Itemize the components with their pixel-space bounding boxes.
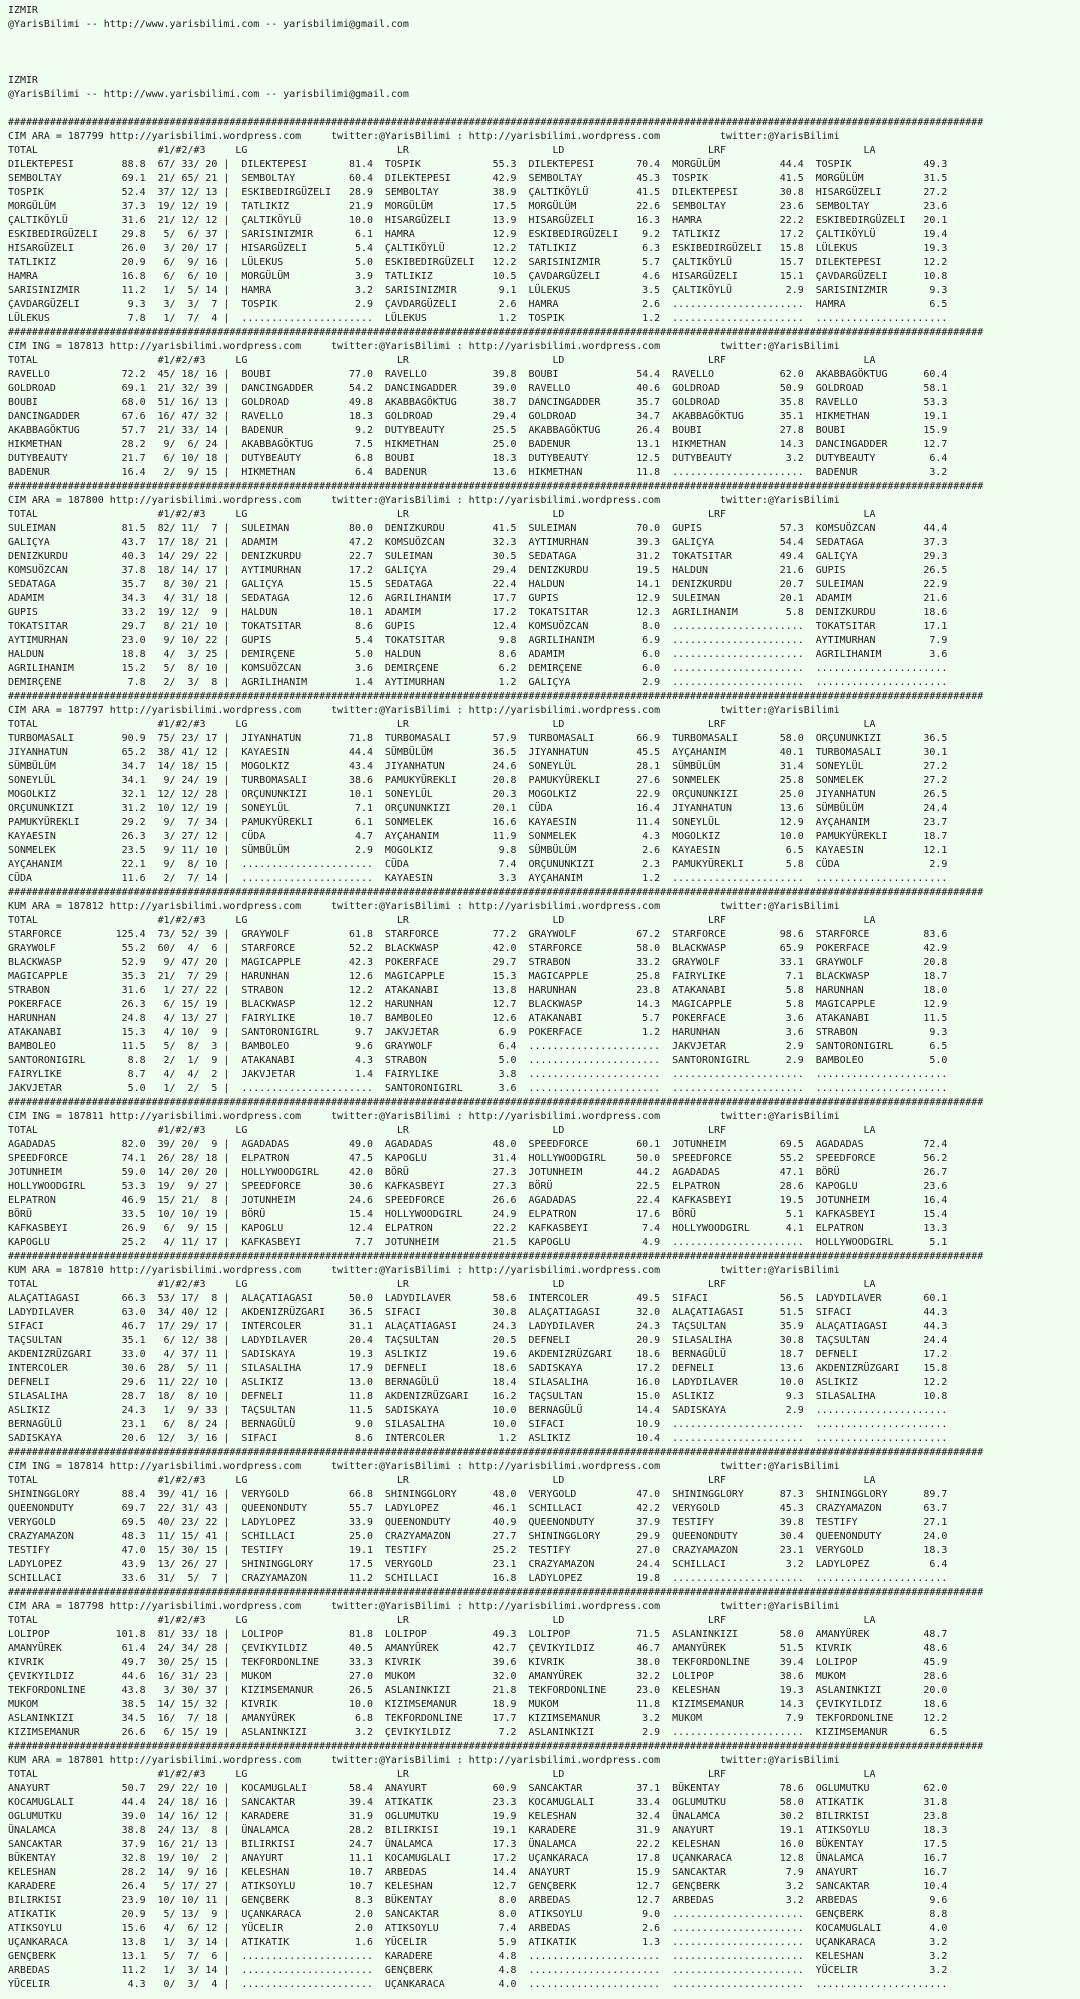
data-row: SANCAKTAR 37.9 16/ 21/ 13 | BILIRKISI 24.7 ÜNALAMCA 17.3 ÜNALAMCA 22.2 KELESHAN 16.0 BÜKENTAY 17.5 xyxy=(8,1839,948,1850)
separator-line: ################################################################################################################################################################### xyxy=(8,887,984,898)
data-row: KOMSUÖZCAN 37.8 18/ 14/ 17 | AYTIMURHAN 17.2 GALIÇYA 29.4 DENIZKURDU 19.5 HALDUN 21.6 GUPIS 26.5 xyxy=(8,565,948,576)
data-row: TOSPIK 52.4 37/ 12/ 13 | ESKIBEDIRGÜZELI 28.9 SEMBOLTAY 38.9 ÇALTIKÖYLÜ 41.5 DILEKTEPESI 30.8 HISARGÜZELI 27.2 xyxy=(8,187,948,198)
data-row: MAGICAPPLE 35.3 21/ 7/ 29 | HARUNHAN 12.6 MAGICAPPLE 15.3 MAGICAPPLE 25.8 FAIRYLIKE 7.1 BLACKWASP 18.7 xyxy=(8,971,948,982)
data-row: SULEIMAN 81.5 82/ 11/ 7 | SULEIMAN 80.0 DENIZKURDU 41.5 SULEIMAN 70.0 GUPIS 57.3 KOMSUÖZCAN 44.4 xyxy=(8,523,948,534)
data-row: MORGÜLÜM 37.3 19/ 12/ 19 | TATLIKIZ 21.9 MORGÜLÜM 17.5 MORGÜLÜM 22.6 SEMBOLTAY 23.6 SEMBOLTAY 23.6 xyxy=(8,201,948,212)
data-row: HIKMETHAN 28.2 9/ 6/ 24 | AKABBAGÖKTUG 7.5 HIKMETHAN 25.0 BADENUR 13.1 HIKMETHAN 14.3 DANCINGADDER 12.7 xyxy=(8,439,948,450)
data-row: AYÇAHANIM 22.1 9/ 8/ 10 | ...................... CÜDA 7.4 ORÇUNUNKIZI 2.3 PAMUKYÜREKLI 5.8 CÜDA 2.9 xyxy=(8,859,948,870)
data-row: SHININGGLORY 88.4 39/ 41/ 16 | VERYGOLD 66.8 SHININGGLORY 48.0 VERYGOLD 47.0 SHININGGLORY 87.3 SHININGGLORY 89.7 xyxy=(8,1489,948,1500)
separator-line: ################################################################################################################################################################### xyxy=(8,1587,984,1598)
data-row: KELESHAN 28.2 14/ 9/ 16 | KELESHAN 10.7 ARBEDAS 14.4 ANAYURT 15.9 SANCAKTAR 7.9 ANAYURT 16.7 xyxy=(8,1867,948,1878)
data-row: AGRILIHANIM 15.2 5/ 8/ 10 | KOMSUÖZCAN 3.6 DEMIRÇENE 6.2 DEMIRÇENE 6.0 ...................... ...................... xyxy=(8,663,948,674)
data-row: HARUNHAN 24.8 4/ 13/ 27 | FAIRYLIKE 10.7 BAMBOLEO 12.6 ATAKANABI 5.7 POKERFACE 3.6 ATAKANABI 11.5 xyxy=(8,1013,948,1024)
data-row: BLACKWASP 52.9 9/ 47/ 20 | MAGICAPPLE 42.3 POKERFACE 29.7 STRABON 33.2 GRAYWOLF 33.1 GRAYWOLF 20.8 xyxy=(8,957,948,968)
data-row: ÜNALAMCA 38.8 24/ 13/ 8 | ÜNALAMCA 28.2 BILIRKISI 19.1 KARADERE 31.9 ANAYURT 19.1 ATIKSOYLU 18.3 xyxy=(8,1825,948,1836)
column-header-line: TOTAL #1/#2/#3 LG LR LD LRF LA xyxy=(8,719,876,730)
data-row: BÖRÜ 33.5 10/ 10/ 19 | BÖRÜ 15.4 HOLLYWOODGIRL 24.9 ELPATRON 17.6 BÖRÜ 5.1 KAFKASBEYI 15.4 xyxy=(8,1209,948,1220)
data-row: ÇAVDARGÜZELI 9.3 3/ 3/ 7 | TOSPIK 2.9 ÇAVDARGÜZELI 2.6 HAMRA 2.6 ...................... HAMRA 6.5 xyxy=(8,299,948,310)
race-header-line: KUM ARA = 187812 http://yarisbilimi.wordpress.com twitter:@YarisBilimi : http://yarisbilimi.wordpress.com twitter:@YarisBilimi xyxy=(8,901,840,912)
column-header-line: TOTAL #1/#2/#3 LG LR LD LRF LA xyxy=(8,1125,876,1136)
data-row: AKDENIZRÜZGARI 33.0 4/ 37/ 11 | SADISKAYA 19.3 ASLIKIZ 19.6 AKDENIZRÜZGARI 18.6 BERNAGÜLÜ 18.7 DEFNELI 17.2 xyxy=(8,1349,948,1360)
data-row: AGADADAS 82.0 39/ 20/ 9 | AGADADAS 49.0 AGADADAS 48.0 SPEEDFORCE 60.1 JOTUNHEIM 69.5 AGADADAS 72.4 xyxy=(8,1139,948,1150)
data-row: ÇALTIKÖYLÜ 31.6 21/ 12/ 12 | ÇALTIKÖYLÜ 10.0 HISARGÜZELI 13.9 HISARGÜZELI 16.3 HAMRA 22.2 ESKIBEDIRGÜZELI 20.1 xyxy=(8,215,948,226)
data-row: FAIRYLIKE 8.7 4/ 4/ 2 | JAKVJETAR 1.4 FAIRYLIKE 3.8 ...................... ...................... ...................... xyxy=(8,1069,948,1080)
data-row: JAKVJETAR 5.0 1/ 2/ 5 | ...................... SANTORONIGIRL 3.6 ...................... ...................... ...................... xyxy=(8,1083,948,1094)
data-row: JIYANHATUN 65.2 38/ 41/ 12 | KAYAESIN 44.4 SÜMBÜLÜM 36.5 JIYANHATUN 45.5 AYÇAHANIM 40.1 TURBOMASALI 30.1 xyxy=(8,747,948,758)
data-row: QUEENONDUTY 69.7 22/ 31/ 43 | QUEENONDUTY 55.7 LADYLOPEZ 46.1 SCHILLACI 42.2 VERYGOLD 45.3 CRAZYAMAZON 63.7 xyxy=(8,1503,948,1514)
blank-line xyxy=(8,32,1080,46)
data-row: VERYGOLD 69.5 40/ 23/ 22 | LADYLOPEZ 33.9 QUEENONDUTY 40.9 QUEENONDUTY 37.9 TESTIFY 39.8 TESTIFY 27.1 xyxy=(8,1517,948,1528)
data-row: BERNAGÜLÜ 23.1 6/ 8/ 24 | BERNAGÜLÜ 9.0 SILASALIHA 10.0 SIFACI 10.9 ...................... ...................... xyxy=(8,1419,948,1430)
data-row: ADAMIM 34.3 4/ 31/ 18 | SEDATAGA 12.6 AGRILIHANIM 17.7 GUPIS 12.9 SULEIMAN 20.1 ADAMIM 21.6 xyxy=(8,593,948,604)
data-row: AMANYÜREK 61.4 24/ 34/ 28 | ÇEVIKYILDIZ 40.5 AMANYÜREK 42.7 ÇEVIKYILDIZ 46.7 AMANYÜREK 51.5 KIVRIK 48.6 xyxy=(8,1643,948,1654)
data-row: STRABON 31.6 1/ 27/ 22 | STRABON 12.2 ATAKANABI 13.8 HARUNHAN 23.8 ATAKANABI 5.8 HARUNHAN 18.0 xyxy=(8,985,948,996)
separator-line: ################################################################################################################################################################### xyxy=(8,691,984,702)
data-row: SILASALIHA 28.7 18/ 8/ 10 | DEFNELI 11.8 AKDENIZRÜZGARI 16.2 TAÇSULTAN 15.0 ASLIKIZ 9.3 SILASALIHA 10.8 xyxy=(8,1391,948,1402)
data-row: ELPATRON 46.9 15/ 21/ 8 | JOTUNHEIM 24.6 SPEEDFORCE 26.6 AGADADAS 22.4 KAFKASBEYI 19.5 JOTUNHEIM 16.4 xyxy=(8,1195,948,1206)
data-row: JOTUNHEIM 59.0 14/ 20/ 20 | HOLLYWOODGIRL 42.0 BÖRÜ 27.3 JOTUNHEIM 44.2 AGADADAS 47.1 BÖRÜ 26.7 xyxy=(8,1167,948,1178)
data-row: DEFNELI 29.6 11/ 22/ 10 | ASLIKIZ 13.0 BERNAGÜLÜ 18.4 SILASALIHA 16.0 LADYDILAVER 10.0 ASLIKIZ 12.2 xyxy=(8,1377,948,1388)
data-row: DEMIRÇENE 7.8 2/ 3/ 8 | AGRILIHANIM 1.4 AYTIMURHAN 1.2 GALIÇYA 2.9 ...................... ...................... xyxy=(8,677,948,688)
data-row: HOLLYWOODGIRL 53.3 19/ 9/ 27 | SPEEDFORCE 30.6 KAFKASBEYI 27.3 BÖRÜ 22.5 ELPATRON 28.6 KAPOGLU 23.6 xyxy=(8,1181,948,1192)
column-header-line: TOTAL #1/#2/#3 LG LR LD LRF LA xyxy=(8,355,876,366)
separator-line: ################################################################################################################################################################### xyxy=(8,1097,984,1108)
separator-line: ################################################################################################################################################################### xyxy=(8,481,984,492)
column-header-line: TOTAL #1/#2/#3 LG LR LD LRF LA xyxy=(8,145,876,156)
data-row: MUKOM 38.5 14/ 15/ 32 | KIVRIK 10.0 KIZIMSEMANUR 18.9 MUKOM 11.8 KIZIMSEMANUR 14.3 ÇEVIKYILDIZ 18.6 xyxy=(8,1699,948,1710)
separator-line: ################################################################################################################################################################### xyxy=(8,1251,984,1262)
separator-line: ################################################################################################################################################################### xyxy=(8,117,984,128)
data-row: KAFKASBEYI 26.9 6/ 9/ 15 | KAPOGLU 12.4 ELPATRON 22.2 KAFKASBEYI 7.4 HOLLYWOODGIRL 4.1 ELPATRON 13.3 xyxy=(8,1223,948,1234)
data-row: HISARGÜZELI 26.0 3/ 20/ 17 | HISARGÜZELI 5.4 ÇALTIKÖYLÜ 12.2 TATLIKIZ 6.3 ESKIBEDIRGÜZELI 15.8 LÜLEKUS 19.3 xyxy=(8,243,948,254)
text-line: IZMIR xyxy=(8,5,38,16)
data-row: RAVELLO 72.2 45/ 18/ 16 | BOUBI 77.0 RAVELLO 39.8 BOUBI 54.4 RAVELLO 62.0 AKABBAGÖKTUG 60.4 xyxy=(8,369,948,380)
data-row: SONEYLÜL 34.1 9/ 24/ 19 | TURBOMASALI 38.6 PAMUKYÜREKLI 20.8 PAMUKYÜREKLI 27.6 SONMELEK 25.8 SONMELEK 27.2 xyxy=(8,775,948,786)
race-header-line: KUM ARA = 187810 http://yarisbilimi.wordpress.com twitter:@YarisBilimi : http://yarisbilimi.wordpress.com twitter:@YarisBilimi xyxy=(8,1265,840,1276)
data-row: GALIÇYA 43.7 17/ 18/ 21 | ADAMIM 47.2 KOMSUÖZCAN 32.3 AYTIMURHAN 39.3 GALIÇYA 54.4 SEDATAGA 37.3 xyxy=(8,537,948,548)
data-row: SANTORONIGIRL 8.8 2/ 1/ 9 | ATAKANABI 4.3 STRABON 5.0 ...................... SANTORONIGIRL 2.9 BAMBOLEO 5.0 xyxy=(8,1055,948,1066)
race-header-line: CIM ING = 187811 http://yarisbilimi.wordpress.com twitter:@YarisBilimi : http://yarisbilimi.wordpress.com twitter:@YarisBilimi xyxy=(8,1111,840,1122)
data-row: AYTIMURHAN 23.0 9/ 10/ 22 | GUPIS 5.4 TOKATSITAR 9.8 AGRILIHANIM 6.9 ...................... AYTIMURHAN 7.9 xyxy=(8,635,948,646)
data-row: GENÇBERK 13.1 5/ 7/ 6 | ...................... KARADERE 4.8 ...................... ...................... KELESHAN 3.2 xyxy=(8,1951,948,1962)
data-row: ESKIBEDIRGÜZELI 29.8 5/ 6/ 37 | SARISINIZMIR 6.1 HAMRA 12.9 ESKIBEDIRGÜZELI 9.2 TATLIKIZ 17.2 ÇALTIKÖYLÜ 19.4 xyxy=(8,229,948,240)
data-row: KOCAMUGLALI 44.4 24/ 18/ 16 | SANCAKTAR 39.4 ATIKATIK 23.3 KOCAMUGLALI 33.4 OGLUMUTKU 58.0 ATIKATIK 31.8 xyxy=(8,1797,948,1808)
separator-line: ################################################################################################################################################################### xyxy=(8,327,984,338)
blank-line xyxy=(8,60,1080,74)
data-row: ÇEVIKYILDIZ 44.6 16/ 31/ 23 | MUKOM 27.0 MUKOM 32.0 AMANYÜREK 32.2 LOLIPOP 38.6 MUKOM 28.6 xyxy=(8,1671,948,1682)
data-row: HALDUN 18.8 4/ 3/ 25 | DEMIRÇENE 5.0 HALDUN 8.6 ADAMIM 6.0 ...................... AGRILIHANIM 3.6 xyxy=(8,649,948,660)
data-row: SCHILLACI 33.6 31/ 5/ 7 | CRAZYAMAZON 11.2 SCHILLACI 16.8 LADYLOPEZ 19.8 ...................... ...................... xyxy=(8,1573,948,1584)
data-row: KAYAESIN 26.3 3/ 27/ 12 | CÜDA 4.7 AYÇAHANIM 11.9 SONMELEK 4.3 MOGOLKIZ 10.0 PAMUKYÜREKLI 18.7 xyxy=(8,831,948,842)
data-row: KAPOGLU 25.2 4/ 11/ 17 | KAFKASBEYI 7.7 JOTUNHEIM 21.5 KAPOGLU 4.9 ...................... HOLLYWOODGIRL 5.1 xyxy=(8,1237,948,1248)
race-header-line: CIM ARA = 187799 http://yarisbilimi.wordpress.com twitter:@YarisBilimi : http://yarisbilimi.wordpress.com twitter:@YarisBilimi xyxy=(8,131,840,142)
data-row: ATAKANABI 15.3 4/ 10/ 9 | SANTORONIGIRL 9.7 JAKVJETAR 6.9 POKERFACE 1.2 HARUNHAN 3.6 STRABON 9.3 xyxy=(8,1027,948,1038)
data-row: SONMELEK 23.5 9/ 11/ 10 | SÜMBÜLÜM 2.9 MOGOLKIZ 9.8 SÜMBÜLÜM 2.6 KAYAESIN 6.5 KAYAESIN 12.1 xyxy=(8,845,948,856)
data-row: YÜCELIR 4.3 0/ 3/ 4 | ...................... UÇANKARACA 4.0 ...................... ...................... ...................... xyxy=(8,1979,948,1990)
data-row: DUTYBEAUTY 21.7 6/ 10/ 18 | DUTYBEAUTY 6.8 BOUBI 18.3 DUTYBEAUTY 12.5 DUTYBEAUTY 3.2 DUTYBEAUTY 6.4 xyxy=(8,453,948,464)
separator-line: ################################################################################################################################################################### xyxy=(8,1741,984,1752)
data-row: PAMUKYÜREKLI 29.2 9/ 7/ 34 | PAMUKYÜREKLI 6.1 SONMELEK 16.6 KAYAESIN 11.4 SONEYLÜL 12.9 AYÇAHANIM 23.7 xyxy=(8,817,948,828)
column-header-line: TOTAL #1/#2/#3 LG LR LD LRF LA xyxy=(8,509,876,520)
data-row: GUPIS 33.2 19/ 12/ 9 | HALDUN 10.1 ADAMIM 17.2 TOKATSITAR 12.3 AGRILIHANIM 5.8 DENIZKURDU 18.6 xyxy=(8,607,948,618)
data-row: ASLIKIZ 24.3 1/ 9/ 33 | TAÇSULTAN 11.5 SADISKAYA 10.0 BERNAGÜLÜ 14.4 SADISKAYA 2.9 ...................... xyxy=(8,1405,948,1416)
data-row: ALAÇATIAGASI 66.3 53/ 17/ 8 | ALAÇATIAGASI 50.0 LADYDILAVER 58.6 INTERCOLER 49.5 SIFACI 56.5 LADYDILAVER 60.1 xyxy=(8,1293,948,1304)
race-header-line: CIM ARA = 187798 http://yarisbilimi.wordpress.com twitter:@YarisBilimi : http://yarisbilimi.wordpress.com twitter:@YarisBilimi xyxy=(8,1601,840,1612)
data-row: KIVRIK 49.7 30/ 25/ 15 | TEKFORDONLINE 33.3 KIVRIK 39.6 KIVRIK 38.0 TEKFORDONLINE 39.4 LOLIPOP 45.9 xyxy=(8,1657,948,1668)
blank-line xyxy=(8,102,1080,116)
data-row: BAMBOLEO 11.5 5/ 8/ 3 | BAMBOLEO 9.6 GRAYWOLF 6.4 ...................... JAKVJETAR 2.9 SANTORONIGIRL 6.5 xyxy=(8,1041,948,1052)
data-row: ARBEDAS 11.2 1/ 3/ 14 | ...................... GENÇBERK 4.8 ...................... ...................... YÜCELIR 3.2 xyxy=(8,1965,948,1976)
data-row: GOLDROAD 69.1 21/ 32/ 39 | DANCINGADDER 54.2 DANCINGADDER 39.0 RAVELLO 40.6 GOLDROAD 50.9 GOLDROAD 58.1 xyxy=(8,383,948,394)
data-row: TATLIKIZ 20.9 6/ 9/ 16 | LÜLEKUS 5.0 ESKIBEDIRGÜZELI 12.2 SARISINIZMIR 5.7 ÇALTIKÖYLÜ 15.7 DILEKTEPESI 12.2 xyxy=(8,257,948,268)
race-header-line: CIM ARA = 187800 http://yarisbilimi.wordpress.com twitter:@YarisBilimi : http://yarisbilimi.wordpress.com twitter:@YarisBilimi xyxy=(8,495,840,506)
data-row: LADYLOPEZ 43.9 13/ 26/ 27 | SHININGGLORY 17.5 VERYGOLD 23.1 CRAZYAMAZON 24.4 SCHILLACI 3.2 LADYLOPEZ 6.4 xyxy=(8,1559,948,1570)
text-line: @YarisBilimi -- http://www.yarisbilimi.com -- yarisbilimi@gmail.com xyxy=(8,89,409,100)
race-header-line: CIM ARA = 187797 http://yarisbilimi.wordpress.com twitter:@YarisBilimi : http://yarisbilimi.wordpress.com twitter:@YarisBilimi xyxy=(8,705,840,716)
data-row: UÇANKARACA 13.8 1/ 3/ 14 | ATIKATIK 1.6 YÜCELIR 5.9 ATIKATIK 1.3 ...................... UÇANKARACA 3.2 xyxy=(8,1937,948,1948)
data-row: SARISINIZMIR 11.2 1/ 5/ 14 | HAMRA 3.2 SARISINIZMIR 9.1 LÜLEKUS 3.5 ÇALTIKÖYLÜ 2.9 SARISINIZMIR 9.3 xyxy=(8,285,948,296)
text-line: IZMIR xyxy=(8,75,38,86)
column-header-line: TOTAL #1/#2/#3 LG LR LD LRF LA xyxy=(8,1279,876,1290)
data-row: BILIRKISI 23.9 10/ 10/ 11 | GENÇBERK 8.3 BÜKENTAY 8.0 ARBEDAS 12.7 ARBEDAS 3.2 ARBEDAS 9.6 xyxy=(8,1895,948,1906)
data-row: DENIZKURDU 40.3 14/ 29/ 22 | DENIZKURDU 22.7 SULEIMAN 30.5 SEDATAGA 31.2 TOKATSITAR 49.4 GALIÇYA 29.3 xyxy=(8,551,948,562)
data-row: SIFACI 46.7 17/ 29/ 17 | INTERCOLER 31.1 ALAÇATIAGASI 24.3 LADYDILAVER 24.3 TAÇSULTAN 35.9 ALAÇATIAGASI 44.3 xyxy=(8,1321,948,1332)
data-row: SPEEDFORCE 74.1 26/ 28/ 18 | ELPATRON 47.5 KAPOGLU 31.4 HOLLYWOODGIRL 50.0 SPEEDFORCE 55.2 SPEEDFORCE 56.2 xyxy=(8,1153,948,1164)
column-header-line: TOTAL #1/#2/#3 LG LR LD LRF LA xyxy=(8,915,876,926)
data-row: LÜLEKUS 7.8 1/ 7/ 4 | ...................... LÜLEKUS 1.2 TOSPIK 1.2 ...................... ...................... xyxy=(8,313,948,324)
race-header-line: KUM ARA = 187801 http://yarisbilimi.wordpress.com twitter:@YarisBilimi : http://yarisbilimi.wordpress.com twitter:@YarisBilimi xyxy=(8,1755,840,1766)
data-row: OGLUMUTKU 39.0 14/ 16/ 12 | KARADERE 31.9 OGLUMUTKU 19.9 KELESHAN 32.4 ÜNALAMCA 30.2 BILIRKISI 23.8 xyxy=(8,1811,948,1822)
data-row: TURBOMASALI 90.9 75/ 23/ 17 | JIYANHATUN 71.8 TURBOMASALI 57.9 TURBOMASALI 66.9 TURBOMASALI 58.0 ORÇUNUNKIZI 36.5 xyxy=(8,733,948,744)
data-row: TESTIFY 47.0 15/ 30/ 15 | TESTIFY 19.1 TESTIFY 25.2 TESTIFY 27.0 CRAZYAMAZON 23.1 VERYGOLD 18.3 xyxy=(8,1545,948,1556)
data-row: BÜKENTAY 32.8 19/ 10/ 2 | ANAYURT 11.1 KOCAMUGLALI 17.2 UÇANKARACA 17.8 UÇANKARACA 12.8 ÜNALAMCA 16.7 xyxy=(8,1853,948,1864)
data-row: SEDATAGA 35.7 8/ 30/ 21 | GALIÇYA 15.5 SEDATAGA 22.4 HALDUN 14.1 DENIZKURDU 20.7 SULEIMAN 22.9 xyxy=(8,579,948,590)
data-row: AKABBAGÖKTUG 57.7 21/ 33/ 14 | BADENUR 9.2 DUTYBEAUTY 25.5 AKABBAGÖKTUG 26.4 BOUBI 27.8 BOUBI 15.9 xyxy=(8,425,948,436)
column-header-line: TOTAL #1/#2/#3 LG LR LD LRF LA xyxy=(8,1475,876,1486)
data-row: ASLANINKIZI 34.5 16/ 7/ 18 | AMANYÜREK 6.8 TEKFORDONLINE 17.7 KIZIMSEMANUR 3.2 MUKOM 7.9 TEKFORDONLINE 12.2 xyxy=(8,1713,948,1724)
data-row: HAMRA 16.8 6/ 6/ 10 | MORGÜLÜM 3.9 TATLIKIZ 10.5 ÇAVDARGÜZELI 4.6 HISARGÜZELI 15.1 ÇAVDARGÜZELI 10.8 xyxy=(8,271,948,282)
data-row: SEMBOLTAY 69.1 21/ 65/ 21 | SEMBOLTAY 60.4 DILEKTEPESI 42.9 SEMBOLTAY 45.3 TOSPIK 41.5 MORGÜLÜM 31.5 xyxy=(8,173,948,184)
data-row: TOKATSITAR 29.7 8/ 21/ 10 | TOKATSITAR 8.6 GUPIS 12.4 KOMSUÖZCAN 8.0 ...................... TOKATSITAR 17.1 xyxy=(8,621,948,632)
data-row: LADYDILAVER 63.0 34/ 40/ 12 | AKDENIZRÜZGARI 36.5 SIFACI 30.8 ALAÇATIAGASI 32.0 ALAÇATIAGASI 51.5 SIFACI 44.3 xyxy=(8,1307,948,1318)
data-row: KIZIMSEMANUR 26.6 6/ 15/ 19 | ASLANINKIZI 3.2 ÇEVIKYILDIZ 7.2 ASLANINKIZI 2.9 ...................... KIZIMSEMANUR 6.5 xyxy=(8,1727,948,1738)
data-row: TEKFORDONLINE 43.8 3/ 30/ 37 | KIZIMSEMANUR 26.5 ASLANINKIZI 21.8 TEKFORDONLINE 23.0 KELESHAN 19.3 ASLANINKIZI 20.0 xyxy=(8,1685,948,1696)
column-header-line: TOTAL #1/#2/#3 LG LR LD LRF LA xyxy=(8,1615,876,1626)
data-row: SÜMBÜLÜM 34.7 14/ 18/ 15 | MOGOLKIZ 43.4 JIYANHATUN 24.6 SONEYLÜL 28.1 SÜMBÜLÜM 31.4 SONEYLÜL 27.2 xyxy=(8,761,948,772)
column-header-line: TOTAL #1/#2/#3 LG LR LD LRF LA xyxy=(8,1769,876,1780)
data-row: LOLIPOP 101.8 81/ 33/ 18 | LOLIPOP 81.8 LOLIPOP 49.3 LOLIPOP 71.5 ASLANINKIZI 58.0 AMANYÜREK 48.7 xyxy=(8,1629,948,1640)
data-row: BOUBI 68.0 51/ 16/ 13 | GOLDROAD 49.8 AKABBAGÖKTUG 38.7 DANCINGADDER 35.7 GOLDROAD 35.8 RAVELLO 53.3 xyxy=(8,397,948,408)
data-row: DANCINGADDER 67.6 16/ 47/ 32 | RAVELLO 18.3 GOLDROAD 29.4 GOLDROAD 34.7 AKABBAGÖKTUG 35.1 HIKMETHAN 19.1 xyxy=(8,411,948,422)
data-row: ATIKSOYLU 15.6 4/ 6/ 12 | YÜCELIR 2.0 ATIKSOYLU 7.4 ARBEDAS 2.6 ...................... KOCAMUGLALI 4.0 xyxy=(8,1923,948,1934)
data-row: DILEKTEPESI 88.8 67/ 33/ 20 | DILEKTEPESI 81.4 TOSPIK 55.3 DILEKTEPESI 70.4 MORGÜLÜM 44.4 TOSPIK 49.3 xyxy=(8,159,948,170)
data-row: STARFORCE 125.4 73/ 52/ 39 | GRAYWOLF 61.8 STARFORCE 77.2 GRAYWOLF 67.2 STARFORCE 98.6 STARFORCE 83.6 xyxy=(8,929,948,940)
data-row: MOGOLKIZ 32.1 12/ 12/ 28 | ORÇUNUNKIZI 10.1 SONEYLÜL 20.3 MOGOLKIZ 22.9 ORÇUNUNKIZI 25.0 JIYANHATUN 26.5 xyxy=(8,789,948,800)
race-header-line: CIM ING = 187813 http://yarisbilimi.wordpress.com twitter:@YarisBilimi : http://yarisbilimi.wordpress.com twitter:@YarisBilimi xyxy=(8,341,840,352)
data-row: BADENUR 16.4 2/ 9/ 15 | HIKMETHAN 6.4 BADENUR 13.6 HIKMETHAN 11.8 ...................... BADENUR 3.2 xyxy=(8,467,948,478)
data-row: KARADERE 26.4 5/ 17/ 27 | ATIKSOYLU 10.7 KELESHAN 12.7 GENÇBERK 12.7 GENÇBERK 3.2 SANCAKTAR 10.4 xyxy=(8,1881,948,1892)
data-row: ATIKATIK 20.9 5/ 13/ 9 | UÇANKARACA 2.0 SANCAKTAR 8.0 ATIKSOYLU 9.0 ...................... GENÇBERK 8.8 xyxy=(8,1909,948,1920)
data-row: ORÇUNUNKIZI 31.2 10/ 12/ 19 | SONEYLÜL 7.1 ORÇUNUNKIZI 20.1 CÜDA 16.4 JIYANHATUN 13.6 SÜMBÜLÜM 24.4 xyxy=(8,803,948,814)
data-row: SADISKAYA 20.6 12/ 3/ 16 | SIFACI 8.6 INTERCOLER 1.2 ASLIKIZ 10.4 ...................... ...................... xyxy=(8,1433,948,1444)
data-row: INTERCOLER 30.6 28/ 5/ 11 | SILASALIHA 17.9 DEFNELI 18.6 SADISKAYA 17.2 DEFNELI 13.6 AKDENIZRÜZGARI 15.8 xyxy=(8,1363,948,1374)
race-header-line: CIM ING = 187814 http://yarisbilimi.wordpress.com twitter:@YarisBilimi : http://yarisbilimi.wordpress.com twitter:@YarisBilimi xyxy=(8,1461,840,1472)
data-row: POKERFACE 26.3 6/ 15/ 19 | BLACKWASP 12.2 HARUNHAN 12.7 BLACKWASP 14.3 MAGICAPPLE 5.8 MAGICAPPLE 12.9 xyxy=(8,999,948,1010)
data-row: ANAYURT 50.7 29/ 22/ 10 | KOCAMUGLALI 58.4 ANAYURT 60.9 SANCAKTAR 37.1 BÜKENTAY 78.6 OGLUMUTKU 62.0 xyxy=(8,1783,948,1794)
data-row: CRAZYAMAZON 48.3 11/ 15/ 41 | SCHILLACI 25.0 CRAZYAMAZON 27.7 SHININGGLORY 29.9 QUEENONDUTY 30.4 QUEENONDUTY 24.0 xyxy=(8,1531,948,1542)
data-row: CÜDA 11.6 2/ 7/ 14 | ...................... KAYAESIN 3.3 AYÇAHANIM 1.2 ...................... ...................... xyxy=(8,873,948,884)
data-row: GRAYWOLF 55.2 60/ 4/ 6 | STARFORCE 52.2 BLACKWASP 42.0 STARFORCE 58.0 BLACKWASP 65.9 POKERFACE 42.9 xyxy=(8,943,948,954)
text-line: @YarisBilimi -- http://www.yarisbilimi.com -- yarisbilimi@gmail.com xyxy=(8,19,409,30)
blank-line xyxy=(8,46,1080,60)
separator-line: ################################################################################################################################################################### xyxy=(8,1447,984,1458)
data-row: TAÇSULTAN 35.1 6/ 12/ 38 | LADYDILAVER 20.4 TAÇSULTAN 20.5 DEFNELI 20.9 SILASALIHA 30.8 TAÇSULTAN 24.4 xyxy=(8,1335,948,1346)
